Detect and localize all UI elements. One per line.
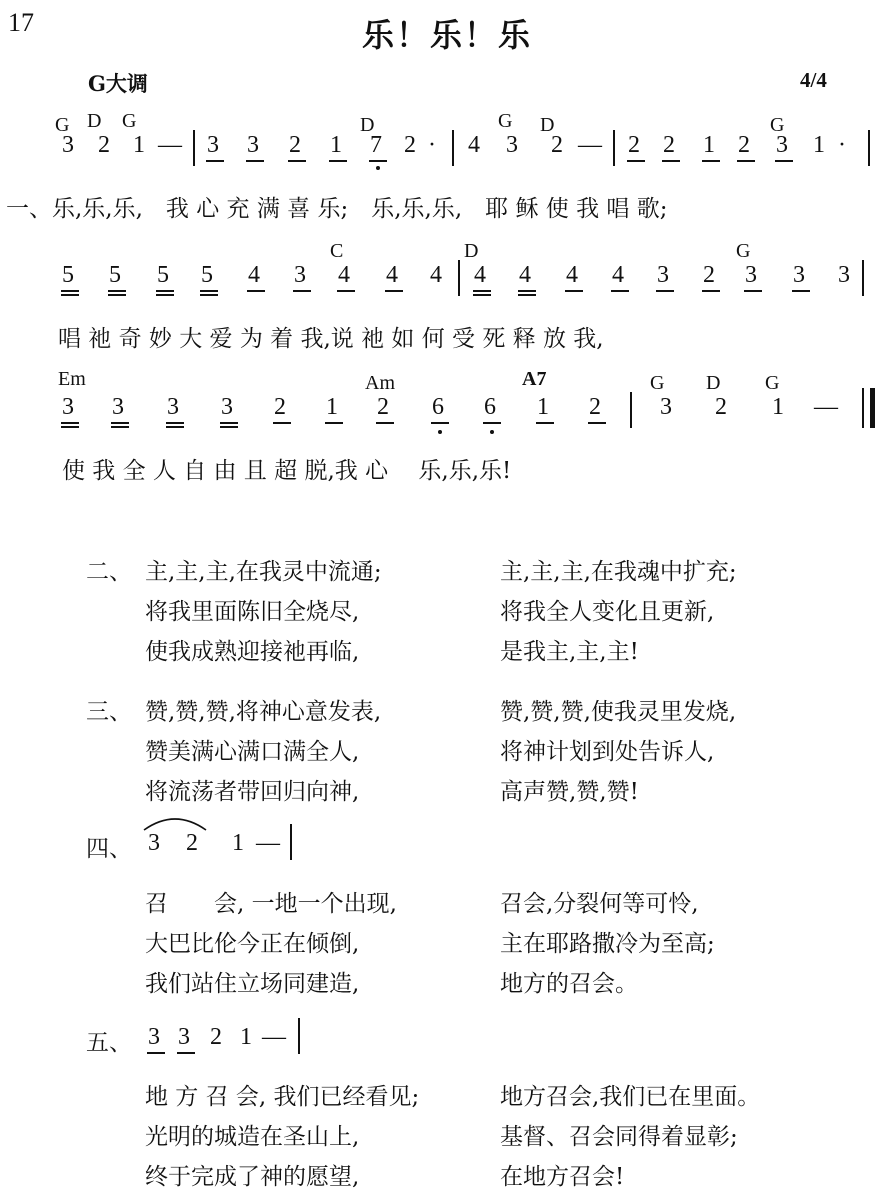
- chord: G: [122, 110, 137, 132]
- chord: G: [770, 114, 785, 136]
- note: 1: [240, 1024, 252, 1050]
- verse-line: 将流荡者带回归向神,: [145, 779, 360, 805]
- note: 6: [484, 394, 496, 420]
- verse-line: 地方的召会。: [500, 971, 638, 997]
- note: 1: [537, 394, 549, 420]
- note: —: [262, 1024, 286, 1050]
- verse-line: 终于完成了神的愿望,: [145, 1164, 360, 1190]
- verse-label: 三、: [86, 699, 132, 725]
- note: ·: [838, 132, 846, 158]
- note: 3: [221, 394, 233, 420]
- note: 4: [519, 262, 531, 288]
- verse-label: 五、: [86, 1030, 132, 1056]
- note: 7: [370, 132, 382, 158]
- verse-line: 将神计划到处告诉人,: [500, 739, 715, 765]
- note: 6: [432, 394, 444, 420]
- note: 3: [178, 1024, 190, 1050]
- note: 3: [148, 830, 160, 856]
- chord: D: [706, 372, 721, 394]
- verse-line: 光明的城造在圣山上,: [145, 1124, 360, 1150]
- chord: D: [540, 114, 555, 136]
- note: 4: [474, 262, 486, 288]
- verse-line: 在地方召会!: [500, 1164, 625, 1190]
- slur-mark: [140, 812, 210, 832]
- chord: Em: [58, 368, 86, 390]
- note: 2: [628, 132, 640, 158]
- verse-line: 主,主,主,在我魂中扩充;: [500, 559, 737, 585]
- note: ·: [428, 132, 436, 158]
- note: 3: [657, 262, 669, 288]
- note: 2: [210, 1024, 222, 1050]
- verse-line: 赞,赞,赞,将神心意发表,: [145, 699, 382, 725]
- verse-line: 赞美满心满口满全人,: [145, 739, 360, 765]
- verse-line: 将我里面陈旧全烧尽,: [145, 599, 360, 625]
- note: 2: [98, 132, 110, 158]
- note: 3: [112, 394, 124, 420]
- note: 3: [148, 1024, 160, 1050]
- note: 1: [703, 132, 715, 158]
- chord: D: [464, 240, 479, 262]
- chord: G: [765, 372, 780, 394]
- verse-line: 赞,赞,赞,使我灵里发烧,: [500, 699, 737, 725]
- note: —: [814, 394, 838, 420]
- key-signature: G大调: [88, 71, 148, 96]
- lyric-line-3: 使 我 全 人 自 由 且 超 脱,我 心 乐,乐,乐!: [62, 458, 512, 484]
- song-title: 乐！乐！乐: [362, 16, 533, 54]
- note: 2: [738, 132, 750, 158]
- note: 3: [776, 132, 788, 158]
- note: 2: [377, 394, 389, 420]
- note: —: [578, 132, 602, 158]
- verse-label: 四、: [86, 836, 132, 862]
- chord: G: [55, 114, 70, 136]
- note: 3: [506, 132, 518, 158]
- verse-label: 二、: [86, 559, 132, 585]
- page-number: 17: [8, 8, 34, 37]
- note: 3: [793, 262, 805, 288]
- chord: G: [650, 372, 665, 394]
- note: 3: [838, 262, 850, 288]
- note: 2: [715, 394, 727, 420]
- note: 4: [566, 262, 578, 288]
- note: 4: [386, 262, 398, 288]
- lyric-line-2: 唱 祂 奇 妙 大 爱 为 着 我,说 祂 如 何 受 死 释 放 我,: [58, 326, 604, 352]
- note: 5: [157, 262, 169, 288]
- note: —: [158, 132, 182, 158]
- note: 5: [109, 262, 121, 288]
- note: 1: [330, 132, 342, 158]
- verse-line: 召 会, 一地一个出现,: [145, 891, 397, 917]
- time-signature: 4/4: [800, 68, 827, 92]
- chord: C: [330, 240, 344, 262]
- note: 1: [133, 132, 145, 158]
- note: 4: [248, 262, 260, 288]
- verse-line: 我们站住立场同建造,: [145, 971, 360, 997]
- note: 3: [62, 394, 74, 420]
- note: 1: [326, 394, 338, 420]
- chord: A7: [522, 368, 547, 390]
- note: 4: [468, 132, 480, 158]
- note: 3: [294, 262, 306, 288]
- note: 3: [660, 394, 672, 420]
- note: 3: [167, 394, 179, 420]
- verse-line: 主,主,主,在我灵中流通;: [145, 559, 382, 585]
- note: 2: [551, 132, 563, 158]
- note: 2: [274, 394, 286, 420]
- verse-line: 将我全人变化且更新,: [500, 599, 715, 625]
- note: 1: [772, 394, 784, 420]
- verse-line: 主在耶路撒冷为至高;: [500, 931, 715, 957]
- verse-line: 地 方 召 会, 我们已经看见;: [145, 1084, 420, 1110]
- verse-line: 基督、召会同得着显彰;: [500, 1124, 738, 1150]
- verse-line: 召会,分裂何等可怜,: [500, 891, 699, 917]
- note: 3: [62, 132, 74, 158]
- note: 1: [813, 132, 825, 158]
- note: 2: [289, 132, 301, 158]
- note: 4: [338, 262, 350, 288]
- lyric-line-1: 一、乐,乐,乐, 我 心 充 满 喜 乐; 乐,乐,乐, 耶 稣 使 我 唱 歌;: [6, 196, 668, 222]
- note: 4: [612, 262, 624, 288]
- note: 2: [186, 830, 198, 856]
- note: —: [256, 830, 280, 856]
- note: 3: [745, 262, 757, 288]
- note: 2: [404, 132, 416, 158]
- note: 4: [430, 262, 442, 288]
- verse-line: 是我主,主,主!: [500, 639, 639, 665]
- note: 1: [232, 830, 244, 856]
- note: 5: [201, 262, 213, 288]
- note: 3: [247, 132, 259, 158]
- note: 2: [589, 394, 601, 420]
- chord: D: [360, 114, 375, 136]
- note: 5: [62, 262, 74, 288]
- note: 3: [207, 132, 219, 158]
- chord: G: [736, 240, 751, 262]
- note: 2: [703, 262, 715, 288]
- chord: G: [498, 110, 513, 132]
- verse-line: 高声赞,赞,赞!: [500, 779, 639, 805]
- verse-line: 使我成熟迎接祂再临,: [145, 639, 360, 665]
- note: 2: [663, 132, 675, 158]
- verse-line: 大巴比伦今正在倾倒,: [145, 931, 360, 957]
- chord: D: [87, 110, 102, 132]
- verse-line: 地方召会,我们已在里面。: [500, 1084, 761, 1110]
- chord: Am: [365, 372, 395, 394]
